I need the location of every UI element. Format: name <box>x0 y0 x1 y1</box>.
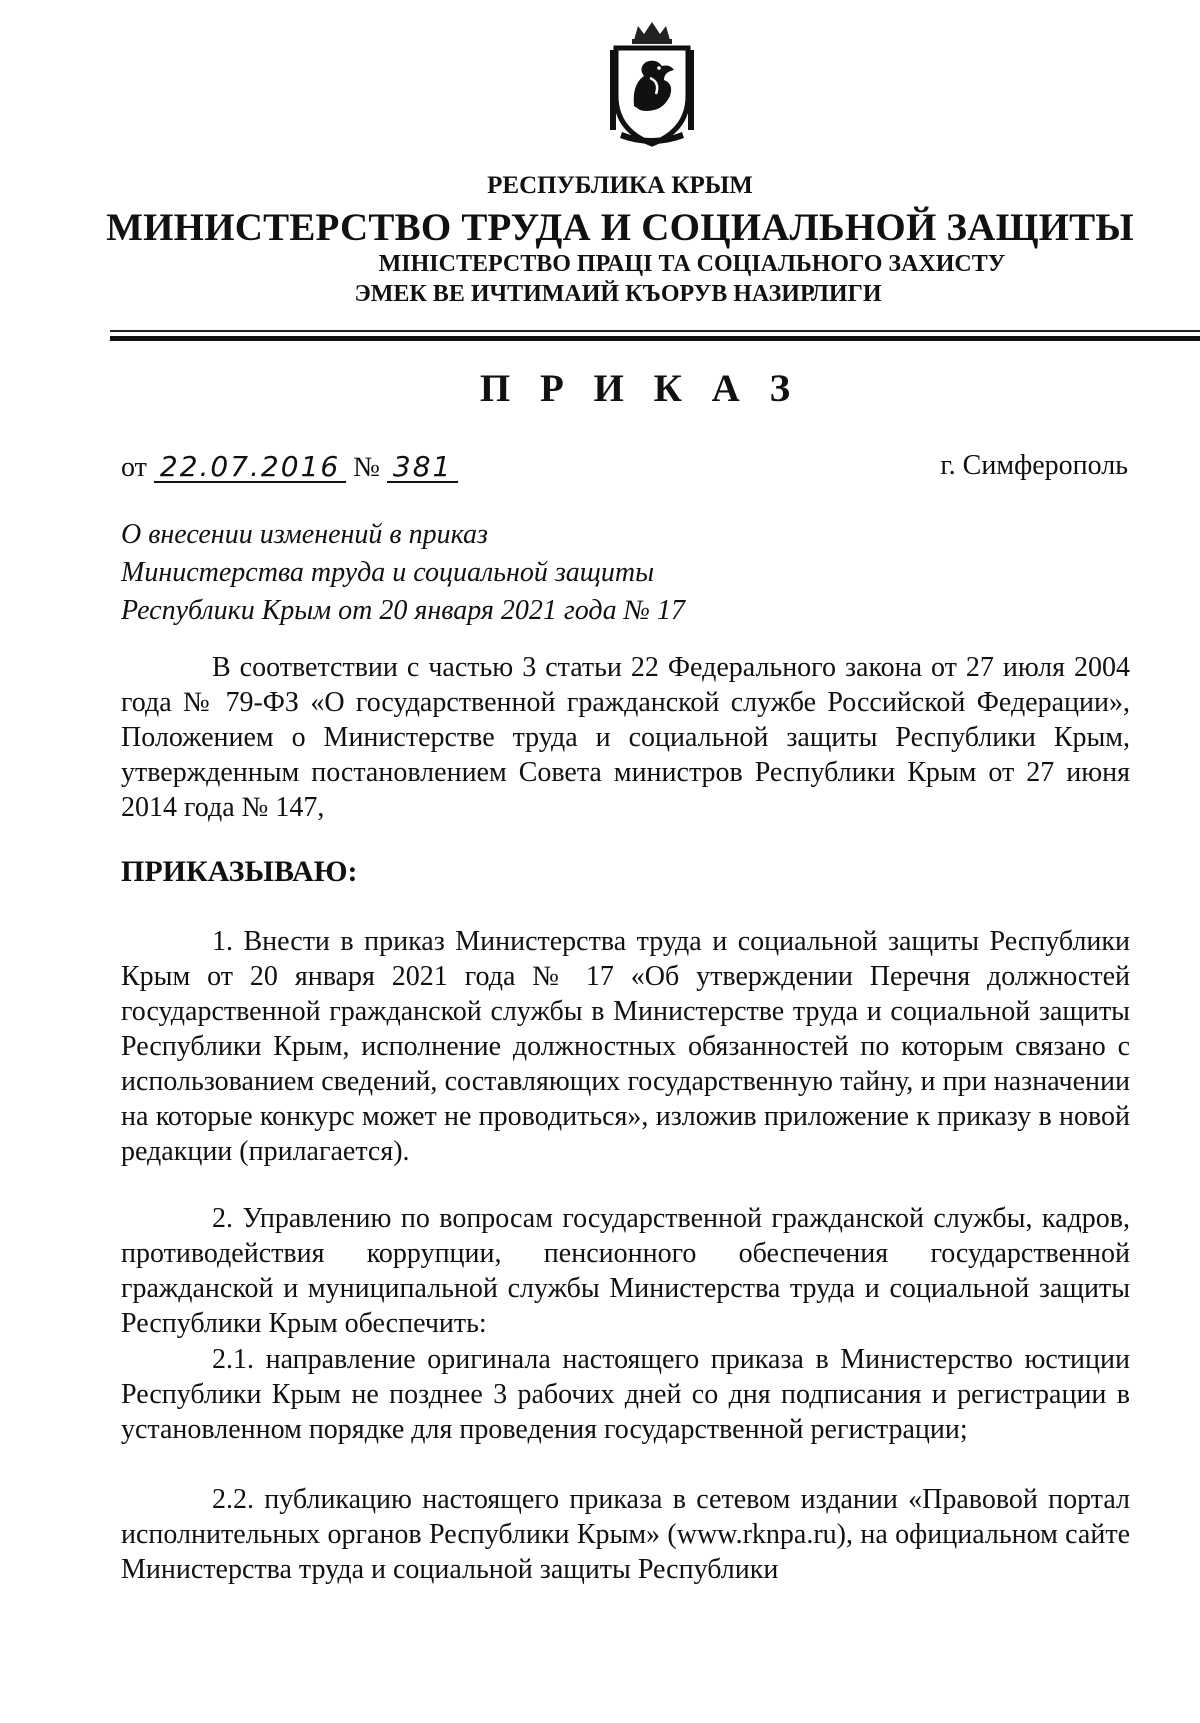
preamble-paragraph: В соответствии с частью 3 статьи 22 Федерального закона от 27 июля 2004 года № 79-ФЗ «О государственной гражданской службе Российской Федерации», Положением о Министерстве труда и социальной защиты Республики Крым, утвержденным постановлением Совета министров Республики Крым от 27 июня 2014 года № 147, <box>121 652 1130 823</box>
document-subject <box>121 516 685 630</box>
number-prefix: № <box>353 452 380 483</box>
document-type-title: П Р И К А З <box>479 367 801 410</box>
ministry-title-ru: МИНИСТЕРСТВО ТРУДА И СОЦИАЛЬНОЙ ЗАЩИТЫ <box>106 206 1134 249</box>
subject-line: О внесении изменений в приказ <box>121 519 488 550</box>
date-prefix: от <box>121 452 147 483</box>
header-divider-thin <box>110 330 1200 332</box>
order-item-2: 2. Управлению по вопросам государственной гражданской службы, кадров, противодействия коррупции, пенсионного обеспечения государственной гражданской и муниципальной службы Министерства труда и социальной защиты Республики Крым обеспечить: <box>121 1203 1130 1339</box>
republic-title: РЕСПУБЛИКА КРЫМ <box>487 172 753 199</box>
ministry-title-uk: МІНІСТЕРСТВО ПРАЦІ ТА СОЦІАЛЬНОГО ЗАХИСТУ <box>378 251 1006 277</box>
date-number-line <box>121 452 458 484</box>
order-item-2-2: 2.2. публикацию настоящего приказа в сетевом издании «Правовой портал исполнительных органов Республики Крым» (www.rknpa.ru), на официальном сайте Министерства труда и социальной защиты Республики <box>121 1484 1130 1585</box>
subject-line: Республики Крым от 20 января 2021 года № 17 <box>121 595 685 626</box>
order-item-1: 1. Внести в приказ Министерства труда и социальной защиты Республики Крым от 20 января 2021 года № 17 «Об утверждении Перечня должностей государственной гражданской службы в Министерстве труда и социальной защиты Республики Крым, исполнение должностных обязанностей по которым связано с использованием сведений, составляющих государственную тайну, и при назначении на которые конкурс может не проводиться», изложив приложение к приказу в новой редакции (прилагается). <box>121 926 1130 1167</box>
handwritten-number: 381 <box>387 454 458 483</box>
orders-heading: ПРИКАЗЫВАЮ: <box>121 855 358 888</box>
crown-icon <box>632 22 672 44</box>
city-label: г. Симферополь <box>940 450 1128 481</box>
header-divider-thick <box>110 336 1200 341</box>
coat-of-arms-icon <box>604 18 700 148</box>
subject-line: Министерства труда и социальной защиты <box>121 557 655 588</box>
ministry-title-crh: ЭМЕК ВЕ ИЧТИМАИЙ КЪОРУВ НАЗИРЛИГИ <box>354 281 882 307</box>
handwritten-date: 22.07.2016 <box>154 454 346 483</box>
order-item-2-1: 2.1. направление оригинала настоящего приказа в Министерство юстиции Республики Крым не позднее 3 рабочих дней со дня подписания и регистрации в установленном порядке для проведения государственной регистрации; <box>121 1344 1130 1445</box>
